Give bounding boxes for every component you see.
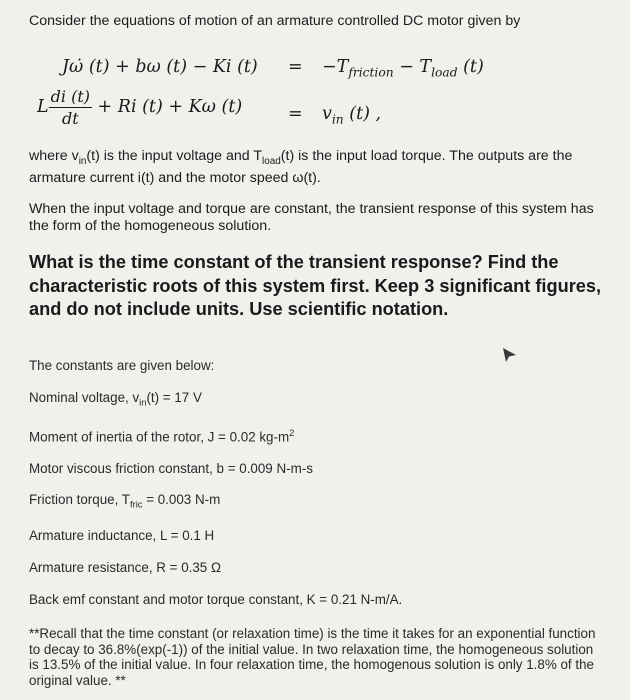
eq2-numerator: di (t) — [50, 87, 90, 106]
constant-voltage — [29, 390, 202, 408]
where-paragraph — [29, 148, 609, 187]
mouse-pointer-icon — [501, 347, 517, 363]
eq2-denominator: dt — [61, 109, 79, 128]
constant-viscous: Motor viscous friction constant, b = 0.009 N-m-s — [29, 461, 313, 476]
constant-backemf: Back emf constant and motor torque constant, K = 0.21 N-m/A. — [29, 592, 403, 607]
constant-friction — [29, 492, 220, 510]
eq1-rhs-c: (t) — [457, 57, 484, 77]
eq2-rhs-sub: in — [331, 112, 344, 127]
eq1-rhs-b-sub: load — [431, 65, 458, 80]
eq1-rhs-a: −T — [322, 57, 349, 77]
equation-1-lhs — [62, 57, 258, 77]
eq1-rhs-b: − T — [393, 57, 432, 77]
voltage-sub: in — [139, 397, 147, 408]
voltage-b: (t) = 17 V — [146, 390, 202, 405]
where-t2: (t) is the input voltage and T — [86, 148, 263, 164]
eq2-fraction — [49, 87, 92, 128]
question-text: What is the time constant of the transient response? Find the characteristic roots of this system first. Keep 3 significant figures, and do not include units. Use scientific notation. — [29, 252, 602, 319]
equation-2-equals: = — [288, 104, 303, 124]
where-t1-sub: in — [78, 155, 87, 167]
eq2-rhs: v — [322, 104, 332, 124]
constant-resistance: Armature resistance, R = 0.35 Ω — [29, 560, 221, 575]
recall-note: **Recall that the time constant (or relaxation time) is the time it takes for an exponential function to decay to 36.8%(exp(-1)) of the initial value. In two relaxation time, the homogeneous solution is 13.5% of the initial value. In four relaxation time, the homogenous solution is only 1.8% of the original value. ** — [29, 626, 596, 688]
equation-1-rhs — [322, 57, 484, 80]
constants-intro: The constants are given below: — [29, 358, 215, 373]
constant-inertia — [29, 428, 294, 444]
eq1-rhs-a-sub: friction — [348, 65, 394, 80]
where-t3: (t) is the input load torque. The outputs are the armature current i(t) and the motor speed ω(t). — [29, 148, 573, 186]
inertia-a: Moment of inertia of the rotor, J = 0.02 kg-m — [29, 429, 290, 445]
where-t2-sub: load — [262, 155, 281, 167]
where-t1: where v — [29, 148, 79, 164]
intro-text: Consider the equations of motion of an armature controlled DC motor given by — [29, 13, 521, 29]
when-paragraph: When the input voltage and torque are constant, the transient response of this system has the form of the homogeneous solution. — [29, 201, 594, 234]
inertia-sup: 2 — [289, 428, 295, 438]
equation-2-rhs — [322, 104, 381, 127]
eq2-rest: + Ri (t) + Kω (t) — [91, 97, 243, 117]
equation-2-lhs — [37, 87, 242, 128]
eq2-rhs-tail: (t) , — [343, 104, 382, 124]
constant-inductance: Armature inductance, L = 0.1 H — [29, 528, 215, 543]
friction-a: Friction torque, T — [29, 492, 130, 507]
eq2-L: L — [37, 97, 49, 117]
equation-1-equals: = — [288, 57, 303, 77]
friction-sub: fric — [129, 499, 143, 510]
friction-b: = 0.003 N-m — [142, 492, 221, 507]
voltage-a: Nominal voltage, v — [29, 390, 140, 405]
eq1-lhs-text: Jω̇ (t) + bω (t) − Ki (t) — [62, 57, 258, 77]
